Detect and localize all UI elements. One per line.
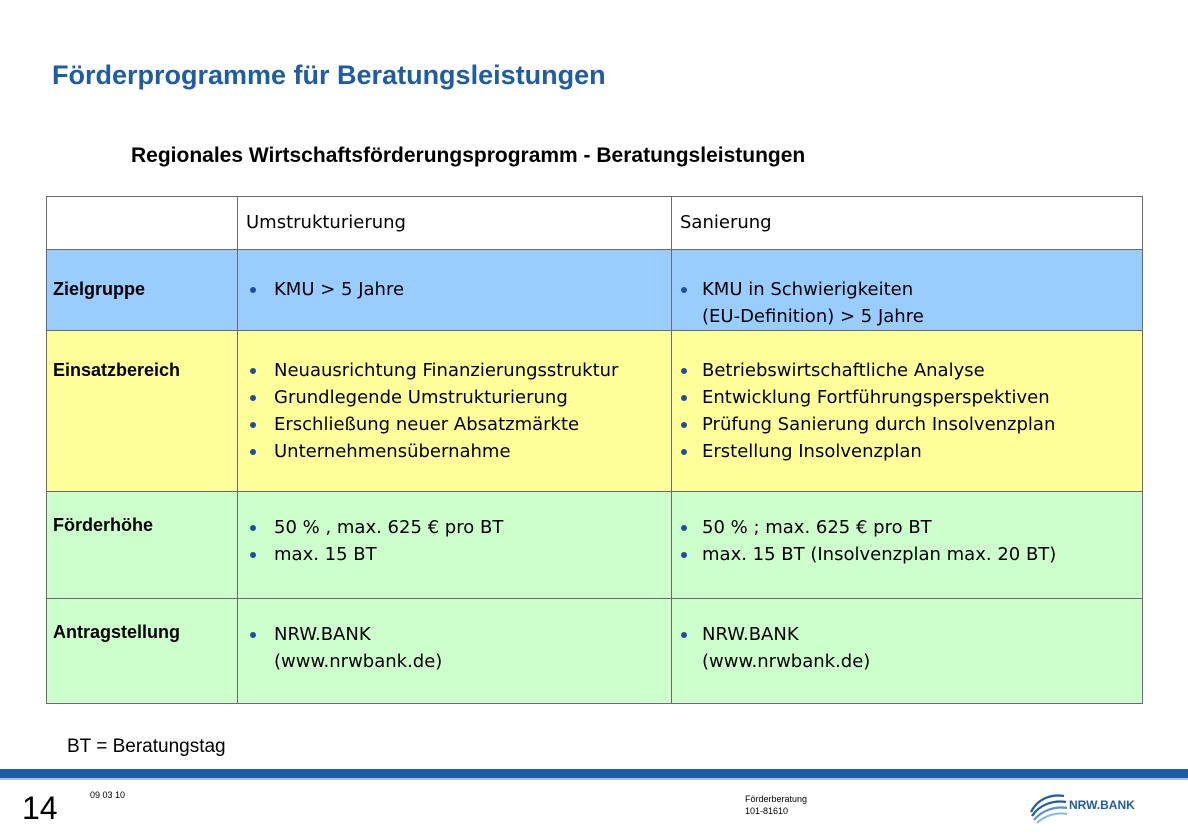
bullet-icon (250, 552, 256, 558)
nrw-bank-logo (1028, 788, 1152, 824)
bullet-icon (681, 368, 687, 374)
header-cell-sanierung (672, 197, 1143, 250)
bullet-item: KMU > 5 Jahre (238, 276, 671, 303)
bullet-item: Unternehmensübernahme (238, 438, 671, 465)
footer-band-light (0, 778, 1188, 780)
bullet-icon (250, 449, 256, 455)
footer-date: 09 03 10 (90, 790, 126, 800)
header-cell-empty (47, 197, 238, 250)
bullet-item: Betriebswirtschaftliche Analyse (672, 357, 1142, 384)
program-table (46, 196, 1143, 704)
table-row-antragstellung (47, 599, 1143, 704)
bullet-item: Entwicklung Fortführungsperspektiven (672, 384, 1142, 411)
footer-band (0, 769, 1188, 778)
logo-text: NRW.BANK (1069, 798, 1135, 812)
bullet-item: Neuausrichtung Finanzierungsstruktur (238, 357, 671, 384)
bullet-item: 50 % , max. 625 € pro BT (238, 514, 671, 541)
bullet-icon (681, 395, 687, 401)
page-number: 14 (22, 790, 58, 826)
bullet-item: KMU in Schwierigkeiten (EU-Definition) > 5 Jahre (672, 276, 1142, 330)
column-heading: Sanierung (680, 212, 772, 233)
bullet-item: Erstellung Insolvenzplan (672, 438, 1142, 465)
bullet-item: Prüfung Sanierung durch Insolvenzplan (672, 411, 1142, 438)
bullet-icon (250, 395, 256, 401)
bullet-icon (250, 422, 256, 428)
row-label: Zielgruppe (53, 279, 146, 299)
bullet-icon (681, 525, 687, 531)
bullet-item: max. 15 BT (238, 541, 671, 568)
bullet-icon (250, 287, 256, 293)
bullet-icon (681, 449, 687, 455)
bullet-icon (250, 368, 256, 374)
bullet-icon (250, 632, 256, 638)
row-label: Förderhöhe (53, 515, 154, 535)
bullet-icon (681, 552, 687, 558)
table-row-zielgruppe (47, 250, 1143, 331)
nrw-bank-swoosh-icon (1028, 788, 1068, 824)
bullet-item: Grundlegende Umstrukturierung (238, 384, 671, 411)
header-cell-umstrukturierung (238, 197, 672, 250)
table-row-einsatzbereich (47, 331, 1143, 492)
bullet-icon (681, 422, 687, 428)
header-row (47, 197, 1143, 250)
table-row-foerderhoehe (47, 492, 1143, 599)
table-subtitle: Regionales Wirtschaftsförderungsprogramm - Beratungsleistungen (131, 144, 806, 167)
footnote: BT = Beratungstag (67, 736, 226, 757)
bullet-icon (250, 525, 256, 531)
bullet-item: NRW.BANK (www.nrwbank.de) (238, 621, 671, 675)
footer-department: Förderberatung 101-81610 (745, 794, 808, 816)
column-heading: Umstrukturierung (246, 212, 406, 233)
bullet-item: Erschließung neuer Absatzmärkte (238, 411, 671, 438)
bullet-icon (681, 632, 687, 638)
row-label: Antragstellung (53, 622, 181, 642)
bullet-icon (681, 287, 687, 293)
bullet-item: max. 15 BT (Insolvenzplan max. 20 BT) (672, 541, 1142, 568)
bullet-item: NRW.BANK (www.nrwbank.de) (672, 621, 1142, 675)
page-title: Förderprogramme für Beratungsleistungen (52, 60, 606, 90)
row-label: Einsatzbereich (53, 360, 181, 380)
bullet-item: 50 % ; max. 625 € pro BT (672, 514, 1142, 541)
